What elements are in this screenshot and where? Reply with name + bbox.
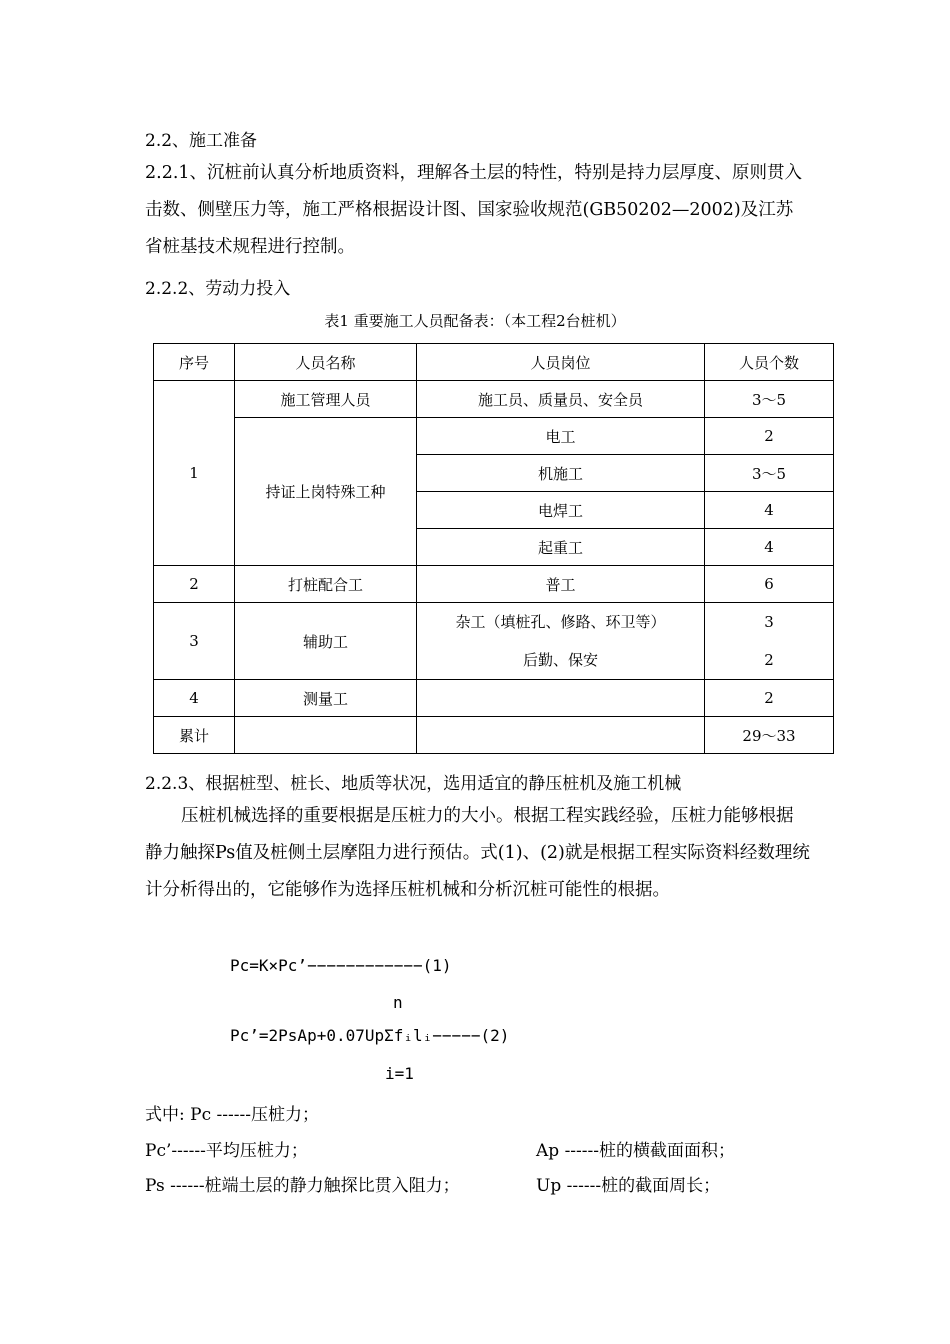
staff-count: 2 — [705, 418, 834, 455]
staff-count: 3～5 — [705, 381, 834, 418]
header-cell: 序号 — [154, 344, 235, 381]
heading-2-2: 2.2、施工准备 — [145, 131, 258, 151]
heading-2-2-3: 2.2.3、根据桩型、桩长、地质等状况，选用适宜的静压桩机及施工机械 — [145, 774, 682, 794]
staff-post-multi — [417, 603, 705, 680]
staff-post: 机施工 — [417, 455, 705, 492]
legend-pc: 式中: Pc ------压桩力； — [145, 1105, 319, 1125]
legend-up: Up ------桩的截面周长； — [536, 1176, 721, 1196]
staff-count-multi — [705, 603, 834, 680]
table-row — [154, 566, 834, 603]
staff-count: 4 — [705, 529, 834, 566]
empty-cell — [417, 717, 705, 754]
total-count: 29～33 — [705, 717, 834, 754]
staff-post: 电焊工 — [417, 492, 705, 529]
legend-ap: Ap ------桩的横截面面积； — [536, 1141, 736, 1161]
header-cell: 人员个数 — [705, 344, 834, 381]
row-number: 3 — [154, 603, 235, 680]
table-header-row — [154, 344, 834, 381]
staff-post: 施工员、质量员、安全员 — [417, 381, 705, 418]
empty-cell — [235, 717, 417, 754]
staff-post: 电工 — [417, 418, 705, 455]
table-row — [154, 603, 834, 680]
formula-1: Pc=K×Pc’−−−−−−−−−−−−(1) — [230, 956, 452, 975]
staff-count: 4 — [705, 492, 834, 529]
table-total-row — [154, 717, 834, 754]
staff-count: 2 — [705, 680, 834, 717]
table-row — [154, 418, 834, 455]
formula-2-upper-limit: n — [393, 993, 403, 1012]
staff-post: 起重工 — [417, 529, 705, 566]
staff-name: 辅助工 — [235, 603, 417, 680]
staff-count: 2 — [764, 651, 774, 669]
staff-post — [417, 680, 705, 717]
staff-name: 测量工 — [235, 680, 417, 717]
staff-table — [153, 343, 834, 754]
row-number: 2 — [154, 566, 235, 603]
staff-name: 持证上岗特殊工种 — [235, 418, 417, 566]
staff-count: 3～5 — [705, 455, 834, 492]
formula-2-lower-limit: i=1 — [385, 1064, 414, 1083]
staff-post: 杂工（填桩孔、修路、环卫等） — [455, 613, 666, 631]
table-row — [154, 381, 834, 418]
paragraph-2-2-1: 2.2.1、沉桩前认真分析地质资料，理解各土层的特性，特别是持力层厚度、原则贯入击数、侧壁压力等，施工严格根据设计图、国家验收规范(GB50202—2002)及江苏省桩基技术规程进行控制。 — [145, 163, 803, 257]
staff-count: 6 — [705, 566, 834, 603]
table-row — [154, 680, 834, 717]
total-label: 累计 — [154, 717, 235, 754]
row-number: 4 — [154, 680, 235, 717]
staff-name: 施工管理人员 — [235, 381, 417, 418]
row-number: 1 — [154, 381, 235, 566]
staff-name: 打桩配合工 — [235, 566, 417, 603]
paragraph-machine-selection: 压桩机械选择的重要根据是压桩力的大小。根据工程实践经验，压桩力能够根据静力触探Ps值及桩侧土层摩阻力进行预估。式(1)、(2)就是根据工程实际资料经数理统计分析得出的，它能够作为选择压桩机械和分析沉桩可能性的根据。 — [145, 806, 810, 900]
staff-count: 3 — [764, 613, 774, 631]
legend-ps: Ps ------桩端土层的静力触探比贯入阻力； — [145, 1176, 460, 1196]
header-cell: 人员名称 — [235, 344, 417, 381]
table-caption: 表1 重要施工人员配备表：（本工程2台桩机） — [324, 312, 626, 330]
staff-post: 普工 — [417, 566, 705, 603]
heading-2-2-2: 2.2.2、劳动力投入 — [145, 279, 291, 299]
formula-2: Pc’=2PsAp+0.07UpΣfᵢlᵢ−−−−−(2) — [230, 1026, 510, 1045]
staff-post: 后勤、保安 — [522, 651, 598, 669]
legend-pc-prime: Pc’------平均压桩力； — [145, 1141, 308, 1161]
header-cell: 人员岗位 — [417, 344, 705, 381]
